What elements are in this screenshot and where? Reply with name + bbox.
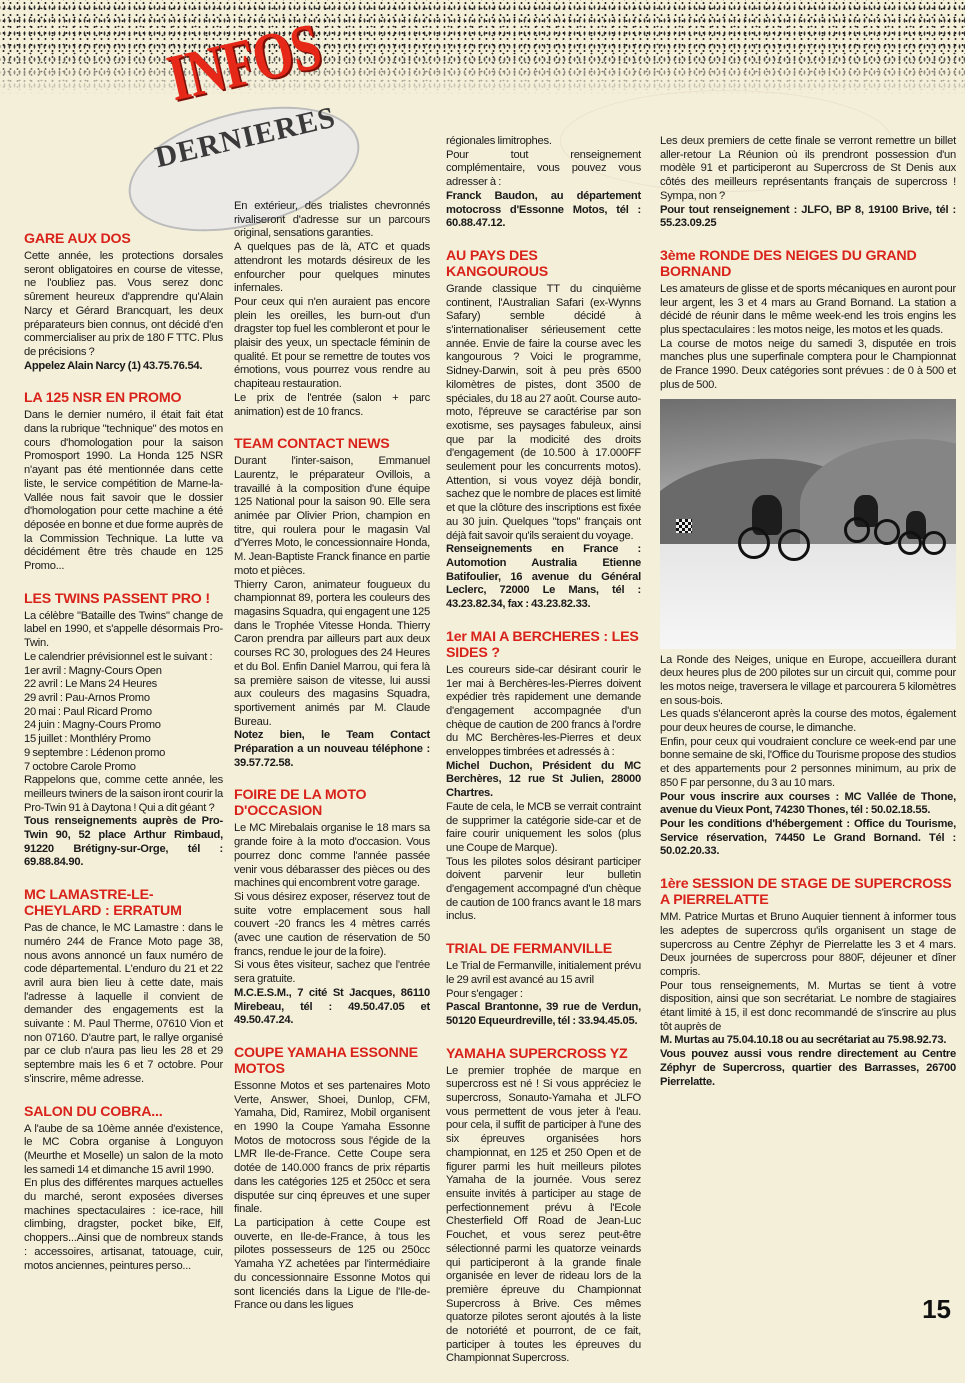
- article-heading: YAMAHA SUPERCROSS YZ: [446, 1045, 628, 1062]
- photo-wheel: [778, 529, 810, 561]
- article: [24, 887, 223, 1086]
- column-2: [234, 201, 430, 1330]
- article-paragraph: Si vous désirez exposer, réservez tout de suite votre emplacement sous hall couvert -20 francs les 4 mètres carrés (avec une caution de réservation de 50 francs, rendue le jour de la foire).: [234, 890, 430, 958]
- checkered-flag: [676, 519, 692, 533]
- article: [24, 591, 223, 870]
- article-paragraph: La célèbre "Bataille des Twins" change de label en 1990, et s'appelle désormais Pro-Twin.: [24, 609, 223, 650]
- article-paragraph: Pour tous renseignements, M. Murtas se tient à votre disposition, ainsi que son secrétariat. Le nombre de stagiaires étant limité à 15, il est donc recommandé de s'inscrire au plus tôt auprès de: [660, 979, 956, 1033]
- article-paragraph: M. Murtas au 75.04.10.18 ou au secrétariat au 75.98.92.73.: [660, 1034, 947, 1047]
- article: [234, 436, 430, 770]
- article-heading: COUPE YAMAHA ESSONNE MOTOS: [234, 1044, 418, 1077]
- article-paragraph: Le calendrier prévisionnel est le suivant :: [24, 650, 213, 663]
- article-heading: SALON DU COBRA...: [24, 1103, 163, 1120]
- article: [234, 787, 430, 1028]
- article: [24, 390, 223, 573]
- snow-motocross-photo: [660, 399, 956, 649]
- article-paragraph: Le MC Mirebalais organise le 18 mars sa grande foire à la moto d'occasion. Vous pourrez donc comme l'année passée venir vous débarasser des pièces ou des machines qui encombrent votre garage.: [234, 822, 430, 890]
- article-paragraph: Michel Duchon, Président du MC Berchères, 12 rue St Julien, 28000 Chartres.: [446, 759, 641, 800]
- article-paragraph: Dans le dernier numéro, il était fait état dans la rubrique "technique" des motos en cours d'homologation pour la saison Promosport 1990. La Honda 125 NSR n'ayant pas été mentionnée dans cette liste, le service compétition de Marne-la-Vallée nous fait savoir que le dossier d'homologation pour cette machine a été déposée en bonne et due forme auprès de la Commission Technique. La lutte va décidément être très chaude en 125 Promo...: [24, 409, 223, 573]
- article-paragraph: La participation à cette Coupe est ouverte, en Ile-de-France, à tous les pilotes possesseurs de 125 ou 250cc Yamaha YZ achetées par l'intermédiaire du concessionnaire Essonne Motos qui sont licenciés dans la Ligue de l'Ile-de-France ou dans les ligues: [234, 1217, 430, 1312]
- photo-wheel: [738, 527, 770, 559]
- article-continued: [660, 135, 956, 231]
- article-paragraph: La Ronde des Neiges, unique en Europe, accueillera durant deux heures plus de 200 pilotes sur un circuit qui, comme pour les motos neige, traversera le village et parcourera 5 kilomètres en sous-bois.: [660, 653, 956, 707]
- article-paragraph: 7 octobre Carole Promo: [24, 760, 136, 773]
- photo-wheel: [898, 531, 922, 555]
- article: [446, 941, 641, 1029]
- page-number: 15: [922, 1294, 951, 1324]
- article-paragraph: Faute de cela, le MCB se verrait contraint de supprimer la catégorie side-car et de faire courir uniquement les solos (plus une Coupe de Marque).: [446, 800, 641, 854]
- article-continued: [234, 200, 430, 419]
- article: [24, 231, 223, 373]
- article-contact: Pour tout renseignement : JLFO, BP 8, 19100 Brive, tél : 55.23.09.25: [660, 203, 956, 230]
- article-paragraph: Les amateurs de glisse et de sports mécaniques en auront pour leur argent, les 3 et 4 mars au Grand Bornand. La station a décidé de réunir dans le même week-end les trois engins les plus spectaculaires : les motos neige, les motos et les quads.: [660, 282, 956, 337]
- article-continued: [446, 135, 641, 231]
- article-heading: TEAM CONTACT NEWS: [234, 436, 390, 453]
- article-paragraph: Pour les conditions d'hébergement : Office du Tourisme, Service réservation, 74450 Le Grand Bornand. Tél : 50.02.20.33.: [660, 817, 956, 858]
- article-heading: LES TWINS PASSENT PRO !: [24, 590, 210, 607]
- article-paragraph: Pour vous inscrire aux courses : MC Vallée de Thone, avenue du Vieux Pont, 74230 Thones, tél : 50.02.18.55.: [660, 790, 956, 817]
- article-paragraph: En extérieur, des trialistes chevronnés rivaliseront d'adresse sur un parcours original, sensations garanties.: [234, 200, 430, 240]
- article-heading: TRIAL DE FERMANVILLE: [446, 941, 612, 958]
- photo-wheel: [922, 531, 946, 555]
- article: [660, 876, 956, 1089]
- article-heading: AU PAYS DES KANGOUROUS: [446, 247, 549, 280]
- article-paragraph: 22 avril : Le Mans 24 Heures: [24, 678, 158, 691]
- article-paragraph: Enfin, pour ceux qui voudraient conclure ce week-end par une bonne semaine de ski, l'Office du Tourisme propose des studios et des appartements pour 2 personnes minimum, au prix de 850 F par personne, du 3 au 10 mars.: [660, 735, 956, 789]
- article-paragraph: Le prix de l'entrée (salon + parc animation) est de 10 francs.: [234, 391, 430, 418]
- article: [24, 1104, 223, 1274]
- article-paragraph: 24 juin : Magny-Cours Promo: [24, 719, 161, 732]
- article-paragraph: Durant l'inter-saison, Emmanuel Laurentz, le préparateur Ovillois, a travaillé à la composition d'une équipe 125 National pour la saison 90. Elle sera animée par Olivier Prion, champion en titre, qui roulera pour le magasin Val d'Yerres Moto, le concessionnaire Honda, M. Jean-Baptiste Franck finance en partie moto et pièces.: [234, 455, 430, 577]
- article-contact: Pascal Brantonne, 39 rue de Verdun, 50120 Equeurdreville, tél : 33.94.45.05.: [446, 1001, 641, 1027]
- article-paragraph: 20 mai : Paul Ricard Promo: [24, 705, 152, 718]
- article-heading: 1er MAI A BERCHERES : LES SIDES ?: [446, 628, 639, 661]
- article-paragraph: Rappelons que, comme cette année, les meilleurs twiners de la saison iront courir la Pro-Twin 91 à Daytona ! Qui a dit géant ?: [24, 774, 223, 814]
- article-heading: GARE AUX DOS: [24, 231, 131, 247]
- logo-infos-text: INFOS: [161, 9, 328, 116]
- article-contact: M.C.E.S.M., 7 cité St Jacques, 86110 Mirebeau, tél : 49.50.47.05 et 49.50.47.24.: [234, 986, 430, 1027]
- article-heading: 3ème RONDE DES NEIGES DU GRAND BORNAND: [660, 247, 917, 280]
- article: [234, 1045, 430, 1313]
- photo-wheel: [874, 519, 900, 545]
- article-paragraph: A l'aube de sa 10ème année d'existence, le MC Cobra organise à Longuyon (Meurthe et Moselle) un salon de la moto les samedi 14 et dimanche 15 avril 1990.: [24, 1122, 223, 1176]
- article-heading: 1ère SESSION DE STAGE DE SUPERCROSS A PIERRELATTE: [660, 876, 952, 909]
- photo-snow: [660, 544, 956, 649]
- article: [446, 248, 641, 612]
- article-paragraph: Les coureurs side-car désirant courir le 1er mai à Berchères-les-Pierres doivent expédier très rapidement une demande d'engagement accompagnée d'un chèque de caution de 200 francs à l'ordre du MC Berchères-les-Pierres et deux enveloppes timbrées et adressés à :: [446, 663, 641, 759]
- article-contact: Renseignements en France : Automotion Australia Etienne Batifoulier, 16 avenue du Général Leclerc, 72000 Le Mans, tél : 43.23.82.34, fax : 43.23.82.33.: [446, 543, 641, 611]
- article-paragraph: Pour s'engager :: [446, 987, 523, 1000]
- article: [446, 1046, 641, 1366]
- article-heading: FOIRE DE LA MOTO D'OCCASION: [234, 787, 367, 820]
- article-paragraph: 29 avril : Pau-Arnos Promo: [24, 691, 150, 704]
- article-contact: Notez bien, le Team Contact Préparation a un nouveau téléphone : 39.57.72.58.: [234, 729, 430, 769]
- column-1: [24, 231, 223, 1290]
- article-paragraph: 9 septembre : Lédenon promo: [24, 746, 166, 759]
- article-paragraph: Vous pouvez aussi vous rendre directement au Centre Zéphyr de Supercross, quartier des Barrasses, 26700 Pierrelatte.: [660, 1048, 956, 1088]
- article-paragraph: Le Trial de Fermanville, initialement prévu le 29 avril est avancé au 15 avril: [446, 960, 641, 986]
- logo-dernieres-text: DERNIERES: [152, 100, 339, 175]
- article-paragraph: Pas de chance, le MC Lamastre : dans le numéro 244 de France Moto page 38, nous avons annoncé un faux numéro de code départemental. L'enduro du 21 et 22 avril aura bien lieu à cette date, mais l'adresse à laquelle il convient de demander des engagements est la suivante : M. Paul Therme, 07610 Vion et non 07160. D'autre part, le rallye organisé par ce club n'aura pas lieu les 28 et 29 septembre mais les 6 et 7 octobre. Pour s'inscrire, même adresse.: [24, 922, 223, 1085]
- article-contact: Tous renseignements auprès de Pro-Twin 90, 52 place Arthur Rimbaud, 91220 Brétigny-sur-Orge, tél : 69.88.84.90.: [24, 815, 223, 869]
- column-3: [446, 136, 641, 1383]
- article: [660, 248, 956, 859]
- article-paragraph: La course de motos neige du samedi 3, disputée en trois manches plus une superfinale comptera pour le Championnat de France 1990. Deux catégories sont prévues : de 0 à 500 et plus de 500.: [660, 337, 956, 391]
- article-heading: LA 125 NSR EN PROMO: [24, 390, 182, 407]
- column-4: [660, 136, 956, 1106]
- article-paragraph: A quelques pas de là, ATC et quads attendront les motards désireux de les enfourcher pour quelques minutes infernales.: [234, 241, 430, 295]
- infos-dernieres-logo: [118, 9, 368, 212]
- article-paragraph: Essonne Motos et ses partenaires Moto Verte, Answer, Shoei, Dunlop, CFM, Yamaha, Did, Ramirez, Mobil organisent en 1990 la Coupe Yamaha Essonne Motos de motocross sous l'égide de la LMR Ile-de-France. Cette Coupe sera dotée de 140.000 francs de prix répartis dans les catégories 125 et 250cc et sera disputée sur cinq épreuves et une super finale.: [234, 1079, 430, 1216]
- article-paragraph: Les quads s'élanceront après la course des motos, également pour deux heures de course, le dimanche.: [660, 708, 956, 735]
- article-paragraph: En plus des différentes marques actuelles du marché, seront exposées diverses machines spectaculaires : ice-race, hill climbing, dragster, pocket bike, Elf, choppers...Ainsi que de nombreux stands : accessoires, artisanat, tatouage, cuir, motos anciennes, peintures perso...: [24, 1177, 223, 1272]
- article-paragraph: Pour ceux qui n'en auraient pas encore plein les oreilles, les burn-out d'un dragster top fuel les combleront et pour le plaisir des yeux, un spectacle féminin de qualité. Et pour se remettre de toutes vos émotions, vous pourrez vous rendre au chapiteau restauration.: [234, 295, 430, 391]
- article-paragraph: Pour tout renseignement complémentaire, vous pouvez vous adresser à :: [446, 148, 641, 189]
- article-contact: Franck Baudon, au département motocross d'Essonne Motos, tél : 60.88.47.12.: [446, 189, 641, 230]
- article-paragraph: Thierry Caron, animateur fougueux du championnat 89, portera les couleurs des magasins Squadra, qui engagent une 125 dans le Trophée Vitesse Honda. Thierry Caron prendra par ailleurs part aux deux courses RC 30, prologues des 24 Heures et du Bol. Enfin Daniel Marrou, qui fera là sa première saison de vitesse, lui aussi aux couleurs des magasins Squadra, sportivement animés par M. Claude Bureau.: [234, 578, 430, 728]
- article: [446, 629, 641, 924]
- article-contact: Appelez Alain Narcy (1) 43.75.76.54.: [24, 359, 203, 372]
- article-paragraph: Tous les pilotes solos désirant participer doivent parvenir leur bulletin d'engagement accompagné d'un chèque de caution de 100 francs avant le 18 mars inclus.: [446, 855, 641, 923]
- article-paragraph: Les deux premiers de cette finale se verront remettre un billet aller-retour La Réunion où ils prendront possession d'un modèle 91 et participeront au Supercross de St Denis aux côtés des meilleurs représentants français de supercross ! Sympa, non ?: [660, 135, 956, 202]
- article-paragraph: régionales limitrophes.: [446, 135, 552, 147]
- article-paragraph: 15 juillet : Monthléry Promo: [24, 733, 151, 746]
- article-paragraph: Le premier trophée de marque en supercross est né ! Si vous appréciez le supercross, Sonauto-Yamaha et JLFO vous permettent de vous jeter à l'eau. pour cela, il suffit de participer à l'une des six épreuves organisées hors championnat, en 125 et 250 Open et de figurer parmi les huit meilleurs pilotes Yamaha de la journée. Vous serez ensuite invités à participer au stage de perfectionnement prévu à l'Ecole Chesterfield Off Road de Jean-Luc Fouchet, et vous serez peut-être sélectionné parmi les quatorze veinards qui participeront à la grande finale organisée en lever de rideau lors de la première épreuve du Championnat Supercross à Brive. Ces mêmes quatorze pilotes seront ajoutés à la liste de notoriété et pourront, de ce fait, participer à toutes les épreuves du Championnat Supercross.: [446, 1064, 641, 1365]
- photo-wheel: [844, 517, 870, 543]
- article-paragraph: MM. Patrice Murtas et Bruno Auquier tiennent à informer tous les adeptes de supercross qu'ils organisent un stage de supercross au Centre Zéphyr de Pierrelatte les 3 et 4 mars. Deux journées de supercross pour 880F, déjeuner et dîner compris.: [660, 911, 956, 978]
- article-paragraph: Cette année, les protections dorsales seront obligatoires en course de vitesse, ne l'oubliez pas. Vous serez donc sûrement heureux d'apprendre qu'Alain Narcy et Gérard Brancquart, les deux préparateurs bien connus, ont décidé d'en commercialiser au prix de 180 F TTC. Plus de précisions ?: [24, 250, 223, 358]
- article-paragraph: Si vous êtes visiteur, sachez que l'entrée sera gratuite.: [234, 959, 430, 986]
- article-heading: MC LAMASTRE-LE-CHEYLARD : ERRATUM: [24, 887, 182, 920]
- article-paragraph: Grande classique TT du cinquième continent, l'Australian Safari (ex-Wynns Safary) semble décidé à s'internationaliser sérieusement cette année. Envie de faire la course avec les kangourous ? Voici le programme, Sidney-Darwin, soit à peu près 6500 kilomètres de pistes, dont 3500 de spéciales, du 18 au 27 août. Course auto-moto, l'épreuve se caractérise par son exotisme, ses paysages fabuleux, ainsi que par la modicité des droits d'engagement (de 10.500 à 17.000FF seulement pour les concurrents motos). Attention, si vous voyez déjà bondir, sachez que le nombre de places est limité et que la clôture des inscriptions est fixée au 30 juin. Quelques "tops" français ont déjà fait savoir qu'ils seraient du voyage.: [446, 282, 641, 542]
- article-paragraph: 1er avril : Magny-Cours Open: [24, 664, 162, 677]
